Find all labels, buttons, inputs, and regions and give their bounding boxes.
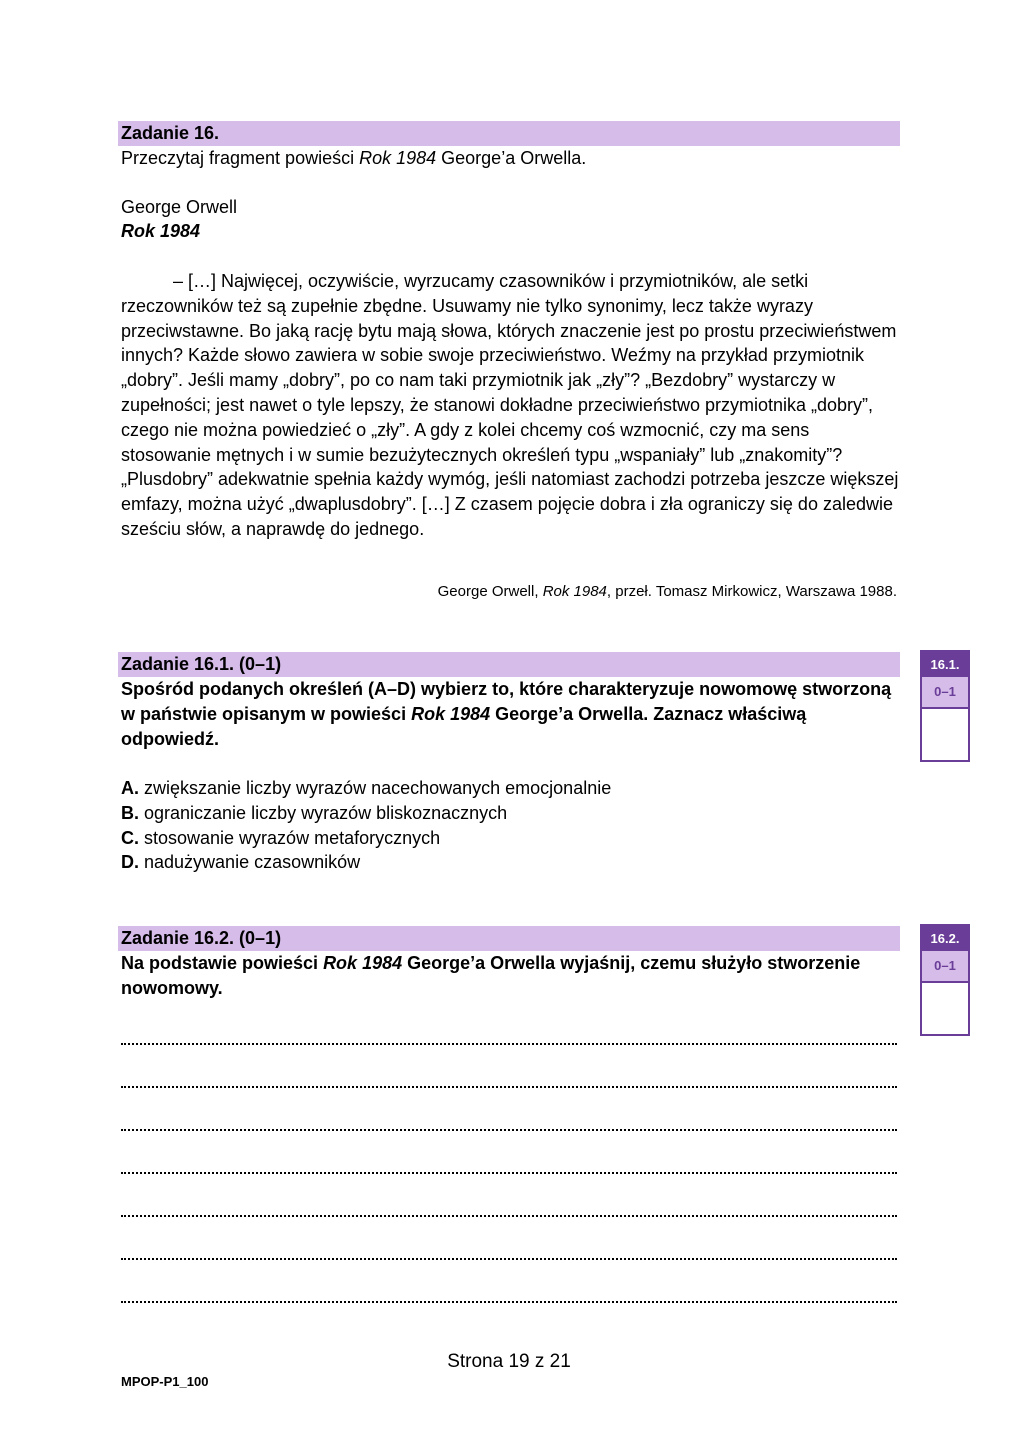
answer-line[interactable] bbox=[121, 1244, 897, 1260]
task-16-1-question: Spośród podanych określeń (A–D) wybierz to, które charakteryzuje nowomowę stworzoną w państwie opisanym w powieści Rok 1984 George’a Orwella. Zaznacz właściwą odpowiedź. bbox=[121, 679, 892, 749]
task-16-instruction: Przeczytaj fragment powieści Rok 1984 George’a Orwella. bbox=[121, 148, 587, 168]
answer-line[interactable] bbox=[121, 1029, 897, 1045]
answer-line[interactable] bbox=[121, 1201, 897, 1217]
passage-source: George Orwell, Rok 1984, przeł. Tomasz Mirkowicz, Warszawa 1988. bbox=[437, 583, 897, 600]
answer-line[interactable] bbox=[121, 1072, 897, 1088]
score-box-16-2 bbox=[920, 924, 970, 1036]
passage-text: – […] Najwięcej, oczywiście, wyrzucamy czasowników i przymiotników, ale setki rzeczowników też są zupełnie zbędne. Usuwamy nie tylko synonimy, lecz także wyrazy przeciwstawne. Bo jaką rację bytu mają słowa, których znaczenie jest po prostu przeciwieństwem innych? Każde słowo zawiera w sobie swoje przeciwieństwo. Weźmy na przykład przymiotnik „dobry”. Jeśli mamy „dobry”, po co nam taki przymiotnik jak „zły”? „Bezdobry” wystarczy w zupełności; jest nawet o tyle lepszy, że stanowi dokładne przeciwieństwo przymiotnika „dobry”, czego nie można powiedzieć o „zły”. A gdy z kolei chcemy coś wzmocnić, czy ma sens stosowanie mętnych i w sumie bezużytecznych określeń typu „wspaniały” lub „znakomity”? „Plusdobry” adekwatnie spełnia każdy wymóg, jeśli natomiast zachodzi potrzeba jeszcze większej emfazy, można użyć „dwaplusdobry”. […] Z czasem pojęcie dobra i zła ograniczy się do zaledwie sześciu słów, a naprawdę do jednego. bbox=[121, 271, 899, 539]
passage-title: Rok 1984 bbox=[121, 221, 201, 241]
score-box-16-1 bbox=[920, 650, 970, 762]
answer-line[interactable] bbox=[121, 1287, 897, 1303]
answer-line[interactable] bbox=[121, 1158, 897, 1174]
option-d[interactable]: D. nadużywanie czasowników bbox=[121, 852, 361, 873]
task-16-1-header: Zadanie 16.1. (0–1) bbox=[118, 652, 900, 677]
score-points: 0–1 bbox=[922, 677, 968, 709]
option-a[interactable]: A. zwiększanie liczby wyrazów nacechowanych emocjonalnie bbox=[121, 778, 612, 798]
option-b[interactable]: B. ograniczanie liczby wyrazów bliskoznacznych bbox=[121, 802, 508, 823]
passage-author: George Orwell bbox=[121, 197, 238, 217]
score-entry[interactable] bbox=[922, 709, 968, 760]
exam-code: MPOP-P1_100 bbox=[121, 1374, 209, 1389]
answer-options bbox=[121, 776, 611, 875]
score-entry[interactable] bbox=[922, 983, 968, 1034]
task-16-header: Zadanie 16. bbox=[118, 121, 900, 146]
answer-line[interactable] bbox=[121, 1115, 897, 1131]
task-16-2-header: Zadanie 16.2. (0–1) bbox=[118, 926, 900, 951]
option-c[interactable]: C. stosowanie wyrazów metaforycznych bbox=[121, 827, 441, 848]
task-16-2-question: Na podstawie powieści Rok 1984 George’a Orwella wyjaśnij, czemu służyło stworzenie nowomowy. bbox=[121, 953, 861, 998]
page-number: Strona 19 z 21 bbox=[447, 1351, 571, 1372]
score-points: 0–1 bbox=[922, 951, 968, 983]
score-label: 16.1. bbox=[922, 652, 968, 677]
score-label: 16.2. bbox=[922, 926, 968, 951]
